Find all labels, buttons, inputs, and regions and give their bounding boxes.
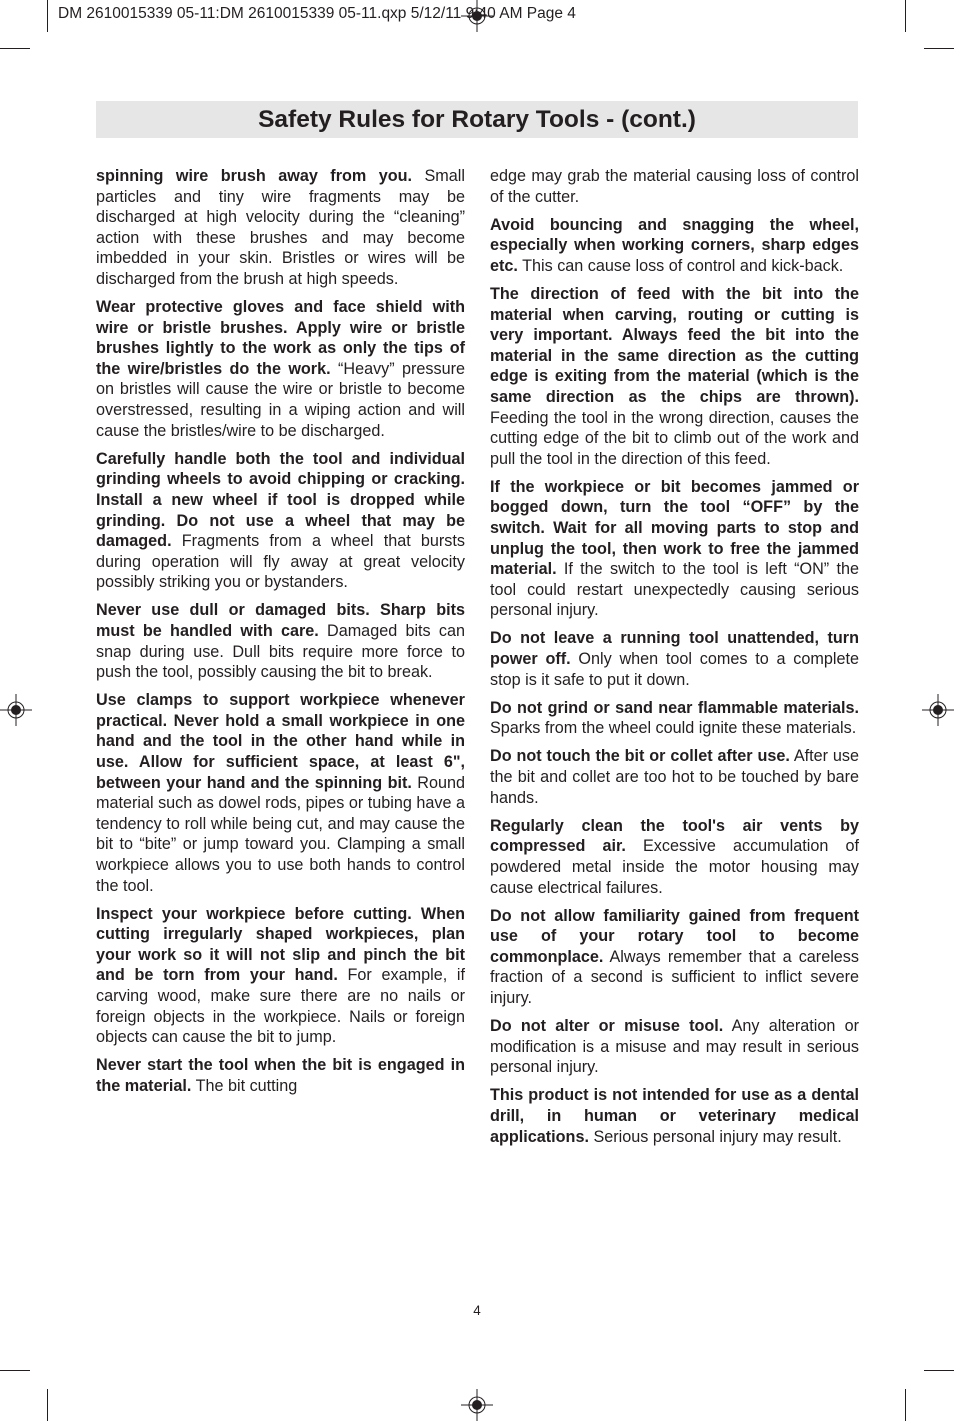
- safety-rule: [490, 628, 859, 690]
- rule-heading: This product is not intended for use as a dental drill, in human or veterinary medical applications.: [490, 1086, 859, 1146]
- safety-rule: [96, 690, 465, 896]
- rule-text: Sparks from the wheel could ignite these materials.: [490, 719, 857, 738]
- registration-mark-left-icon: [0, 694, 32, 726]
- rule-text: This can cause loss of control and kick-back.: [517, 256, 844, 275]
- rule-text: Serious personal injury may result.: [588, 1127, 842, 1146]
- safety-rule: [490, 1085, 859, 1147]
- print-slug: DM 2610015339 05-11:DM 2610015339 05-11.qxp 5/12/11 9:40 AM Page 4: [58, 5, 576, 22]
- rule-heading: Avoid bouncing and snagging the wheel, especially when working corners, sharp edges etc.: [490, 215, 859, 275]
- safety-rule: [490, 215, 859, 277]
- safety-rule: [96, 600, 465, 682]
- right-column: [490, 166, 859, 1155]
- rule-heading: The direction of feed with the bit into the material when carving, routing or cutting is very important. Always feed the bit into the material in the same direction as the cutting edge is exiting from the material (which is the same direction as the chips are thrown).: [490, 284, 859, 406]
- rule-text: After use the bit and collet are too hot to be touched by bare hands.: [490, 747, 859, 807]
- rule-text: Small particles and tiny wire fragments may be discharged at high velocity during the “cleaning” action with these brushes and may become imbedded in your skin. Bristles or wires will be discharged from the brush at high speeds.: [96, 167, 465, 288]
- page-title: Safety Rules for Rotary Tools - (cont.): [258, 105, 696, 133]
- rule-heading: Do not touch the bit or collet after use.: [490, 747, 790, 766]
- rule-heading: Use clamps to support workpiece whenever practical. Never hold a small workpiece in one hand and the tool in the other hand while in use. Allow for sufficient space, at least 6", between your hand and the spinning bit.: [96, 691, 465, 792]
- rule-heading: Inspect your workpiece before cutting. When cutting irregularly shaped workpieces, plan your work so it will not slip and pinch the bit and be torn from your hand.: [96, 904, 465, 985]
- safety-rule: [490, 477, 859, 621]
- rule-text: The bit cutting: [191, 1076, 298, 1095]
- rule-text: Damaged bits can snap during use. Dull bits require more force to push the tool, possibly causing the bit to break.: [96, 621, 465, 682]
- safety-rule: [490, 816, 859, 898]
- safety-rule: [96, 904, 465, 1048]
- safety-rule: [96, 166, 465, 290]
- safety-rule: [96, 297, 465, 441]
- safety-rule: [490, 1016, 859, 1078]
- rule-text: If the switch to the tool is left “ON” the tool could restart unexpectedly causing serious personal injury.: [490, 560, 859, 620]
- crop-mark-top-left-v: [47, 0, 48, 32]
- rule-text: Any alteration or modification is a misuse and may result in serious personal injury.: [490, 1017, 859, 1077]
- rule-text: For example, if carving wood, make sure there are no nails or foreign objects in the workpiece. Nails or foreign objects can cause the bit to jump.: [96, 966, 465, 1047]
- rule-text: Only when tool comes to a complete stop is it safe to put it down.: [490, 650, 859, 689]
- crop-mark-bottom-right-h: [924, 1370, 954, 1371]
- crop-mark-top-left-h: [0, 48, 30, 49]
- crop-mark-bottom-right-v: [905, 1389, 906, 1421]
- rule-text: Round material such as dowel rods, pipes or tubing have a tendency to roll while being cut, and may cause the bit to “bite” or jump toward you. Clamping a small workpiece allows you to use both hands to control the tool.: [96, 773, 465, 895]
- rule-heading: Do not grind or sand near flammable materials.: [490, 698, 859, 717]
- rule-heading: Do not leave a running tool unattended, turn power off.: [490, 629, 859, 669]
- rule-heading: Wear protective gloves and face shield with wire or bristle brushes. Apply wire or bristle brushes lightly to the work as only the tips of the wire/bristles do the work.: [96, 298, 465, 378]
- safety-rule: [490, 166, 859, 207]
- left-column: [96, 166, 465, 1104]
- crop-mark-bottom-left-h: [0, 1370, 30, 1371]
- safety-rule: [490, 284, 859, 469]
- safety-rule: [96, 1055, 465, 1096]
- safety-rule: [490, 698, 859, 739]
- rule-heading: Carefully handle both the tool and individual grinding wheels to avoid chipping or cracking. Install a new wheel if tool is dropped while grinding. Do not use a wheel that may be damaged.: [96, 449, 465, 551]
- safety-rule: [96, 449, 465, 593]
- rule-heading: Do not alter or misuse tool.: [490, 1017, 724, 1036]
- rule-text: edge may grab the material causing loss of control of the cutter.: [490, 167, 859, 206]
- rule-text: Feeding the tool in the wrong direction, causes the cutting edge of the bit to climb out of the work and pull the tool in the direction of this feed.: [490, 408, 859, 468]
- registration-mark-right-icon: [922, 694, 954, 726]
- rule-text: Fragments from a wheel that bursts during operation will fly away at great velocity possibly striking you or bystanders.: [96, 532, 465, 592]
- crop-mark-top-right-h: [924, 48, 954, 49]
- rule-heading: Never start the tool when the bit is engaged in the material.: [96, 1056, 465, 1095]
- page-number: 4: [473, 1303, 481, 1318]
- rule-heading: Regularly clean the tool's air vents by compressed air.: [490, 816, 859, 856]
- registration-mark-bottom-icon: [461, 1389, 493, 1421]
- crop-mark-top-right-v: [905, 0, 906, 32]
- rule-heading: spinning wire brush away from you.: [96, 167, 413, 185]
- crop-mark-bottom-left-v: [47, 1389, 48, 1421]
- rule-text: Always remember that a careless fraction of a second is sufficient to inflict severe injury.: [490, 947, 859, 1007]
- safety-rule: [490, 906, 859, 1009]
- rule-text: Excessive accumulation of powdered metal inside the motor housing may cause electrical failures.: [490, 837, 859, 897]
- safety-rule: [490, 746, 859, 808]
- rule-text: “Heavy” pressure on bristles will cause the wire or bristle to become overstressed, resulting in a wiping action and will cause the bristles/wire to be discharged.: [96, 359, 466, 440]
- title-bar: [96, 101, 858, 138]
- rule-heading: Never use dull or damaged bits. Sharp bits must be handled with care.: [96, 601, 465, 640]
- rule-heading: Do not allow familiarity gained from frequent use of your rotary tool to become commonplace.: [490, 906, 859, 966]
- rule-heading: If the workpiece or bit becomes jammed or bogged down, turn the tool “OFF” by the switch. Wait for all moving parts to stop and unplug the tool, then work to free the jammed material.: [490, 477, 859, 579]
